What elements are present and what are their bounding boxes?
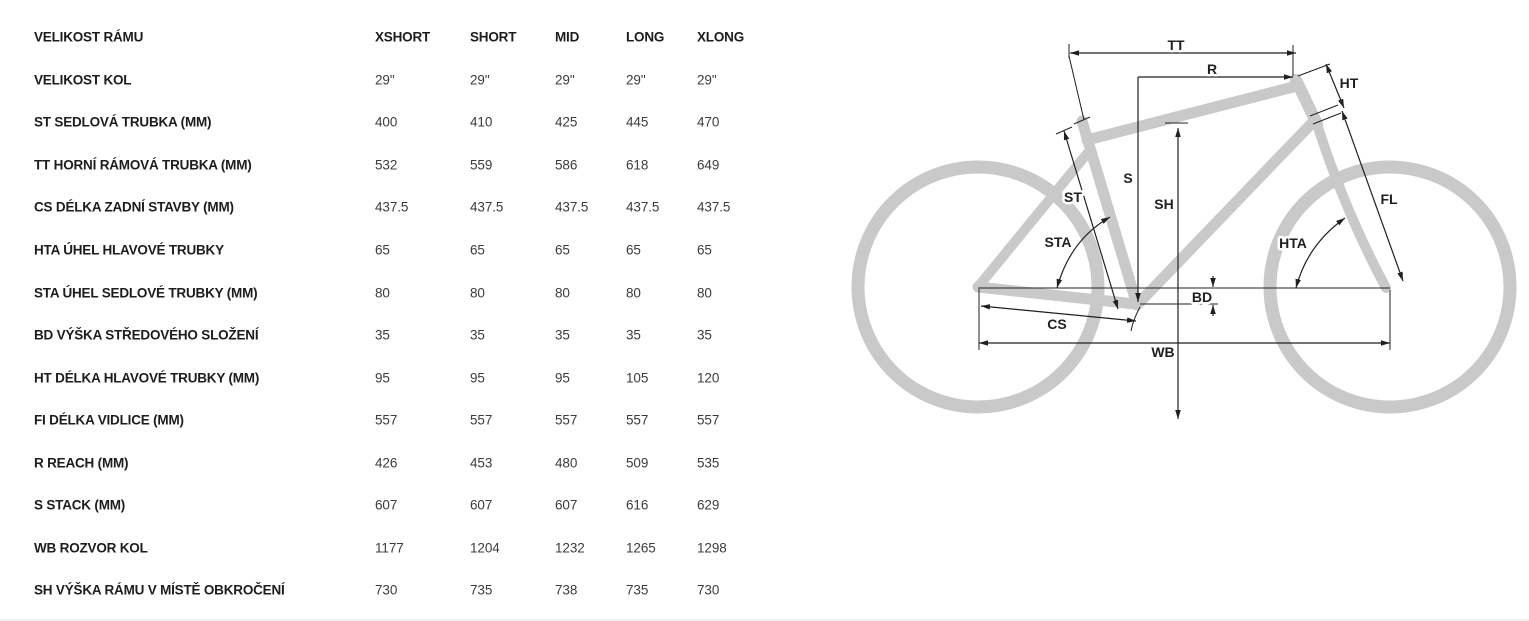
dim-label-st: ST bbox=[1064, 189, 1082, 205]
row-value-long: LONG bbox=[626, 29, 665, 45]
row-value-short: 559 bbox=[470, 157, 493, 173]
row-value-long: 65 bbox=[626, 242, 641, 258]
row-label: TT HORNÍ RÁMOVÁ TRUBKA (MM) bbox=[34, 157, 252, 173]
dim-label-sta: STA bbox=[1044, 234, 1072, 250]
row-value-short: 607 bbox=[470, 497, 493, 513]
row-value-long: 437.5 bbox=[626, 199, 660, 215]
row-value-xlong: 120 bbox=[697, 370, 720, 386]
row-value-long: 1265 bbox=[626, 540, 656, 556]
row-value-xlong: 1298 bbox=[697, 540, 727, 556]
row-value-xshort: 80 bbox=[375, 285, 390, 301]
row-value-xlong: XLONG bbox=[697, 29, 745, 45]
dim-label-s: S bbox=[1123, 170, 1133, 186]
row-value-short: 557 bbox=[470, 412, 493, 428]
row-value-mid: 557 bbox=[555, 412, 578, 428]
row-label: SH VÝŠKA RÁMU V MÍSTĚ OBKROČENÍ bbox=[34, 582, 285, 598]
dimension-lines bbox=[978, 44, 1403, 419]
row-label: R REACH (MM) bbox=[34, 455, 129, 471]
head-tube bbox=[1296, 80, 1317, 124]
row-value-xlong: 29" bbox=[697, 72, 717, 88]
row-value-long: 618 bbox=[626, 157, 649, 173]
row-label: HT DÉLKA HLAVOVÉ TRUBKY (MM) bbox=[34, 370, 260, 386]
dim-label-wb: WB bbox=[1151, 344, 1175, 360]
chain-stay-tube bbox=[978, 287, 1135, 304]
row-value-mid: MID bbox=[555, 29, 580, 45]
row-value-xshort: 35 bbox=[375, 327, 390, 343]
row-value-mid: 586 bbox=[555, 157, 578, 173]
row-value-xlong: 629 bbox=[697, 497, 720, 513]
row-value-short: 410 bbox=[470, 114, 493, 130]
row-value-mid: 80 bbox=[555, 285, 570, 301]
dim-label-bd: BD bbox=[1191, 289, 1213, 305]
row-value-long: 35 bbox=[626, 327, 641, 343]
row-value-mid: 1232 bbox=[555, 540, 585, 556]
row-label: CS DÉLKA ZADNÍ STAVBY (MM) bbox=[34, 199, 234, 215]
row-value-xlong: 35 bbox=[697, 327, 712, 343]
row-value-short: SHORT bbox=[470, 29, 517, 45]
row-value-xshort: 730 bbox=[375, 582, 398, 598]
dim-label-ht: HT bbox=[1339, 75, 1359, 91]
row-label: S STACK (MM) bbox=[34, 497, 126, 513]
row-value-xlong: 535 bbox=[697, 455, 720, 471]
row-value-long: 105 bbox=[626, 370, 649, 386]
row-value-xshort: 532 bbox=[375, 157, 398, 173]
row-value-mid: 35 bbox=[555, 327, 570, 343]
row-value-mid: 738 bbox=[555, 582, 578, 598]
dim-label-fl: FL bbox=[1380, 191, 1398, 207]
row-value-mid: 65 bbox=[555, 242, 570, 258]
row-value-xlong: 649 bbox=[697, 157, 720, 173]
row-label: STA ÚHEL SEDLOVÉ TRUBKY (MM) bbox=[34, 285, 258, 301]
row-value-mid: 480 bbox=[555, 455, 578, 471]
dim-label-r: R bbox=[1206, 61, 1218, 77]
row-value-xshort: 437.5 bbox=[375, 199, 409, 215]
row-value-mid: 95 bbox=[555, 370, 570, 386]
row-value-xlong: 557 bbox=[697, 412, 720, 428]
row-value-xlong: 437.5 bbox=[697, 199, 731, 215]
row-value-short: 735 bbox=[470, 582, 493, 598]
row-value-xshort: 426 bbox=[375, 455, 398, 471]
row-label: FI DÉLKA VIDLICE (MM) bbox=[34, 412, 184, 428]
row-value-long: 557 bbox=[626, 412, 649, 428]
bike-frame bbox=[858, 80, 1510, 407]
row-value-xlong: 65 bbox=[697, 242, 712, 258]
row-value-xshort: 557 bbox=[375, 412, 398, 428]
seat-tube bbox=[1082, 121, 1137, 305]
row-value-short: 29" bbox=[470, 72, 490, 88]
row-value-xshort: 400 bbox=[375, 114, 398, 130]
row-value-mid: 425 bbox=[555, 114, 578, 130]
row-label: VELIKOST RÁMU bbox=[34, 29, 144, 45]
row-value-xlong: 730 bbox=[697, 582, 720, 598]
row-value-long: 445 bbox=[626, 114, 649, 130]
row-label: HTA ÚHEL HLAVOVÉ TRUBKY bbox=[34, 242, 224, 258]
row-label: WB ROZVOR KOL bbox=[34, 540, 148, 556]
row-value-long: 509 bbox=[626, 455, 649, 471]
row-value-short: 80 bbox=[470, 285, 485, 301]
row-label: ST SEDLOVÁ TRUBKA (MM) bbox=[34, 114, 212, 130]
row-value-short: 437.5 bbox=[470, 199, 504, 215]
row-value-xshort: 1177 bbox=[375, 540, 404, 556]
row-value-long: 735 bbox=[626, 582, 649, 598]
row-value-short: 1204 bbox=[470, 540, 500, 556]
dim-label-tt: TT bbox=[1167, 37, 1185, 53]
row-value-long: 29" bbox=[626, 72, 646, 88]
row-value-short: 35 bbox=[470, 327, 485, 343]
row-value-xshort: 29" bbox=[375, 72, 395, 88]
row-value-long: 616 bbox=[626, 497, 649, 513]
row-value-xlong: 80 bbox=[697, 285, 712, 301]
row-label: BD VÝŠKA STŘEDOVÉHO SLOŽENÍ bbox=[34, 327, 259, 343]
row-label: VELIKOST KOL bbox=[34, 72, 132, 88]
dim-label-hta: HTA bbox=[1279, 235, 1307, 251]
row-value-long: 80 bbox=[626, 285, 641, 301]
row-value-short: 65 bbox=[470, 242, 485, 258]
row-value-xlong: 470 bbox=[697, 114, 720, 130]
row-value-mid: 607 bbox=[555, 497, 578, 513]
row-value-short: 95 bbox=[470, 370, 485, 386]
top-tube bbox=[1087, 86, 1297, 140]
row-value-mid: 29" bbox=[555, 72, 575, 88]
row-value-short: 453 bbox=[470, 455, 493, 471]
dim-label-sh: SH bbox=[1154, 196, 1174, 212]
row-value-xshort: 65 bbox=[375, 242, 390, 258]
row-value-xshort: 95 bbox=[375, 370, 390, 386]
row-value-xshort: 607 bbox=[375, 497, 398, 513]
row-value-mid: 437.5 bbox=[555, 199, 589, 215]
row-value-xshort: XSHORT bbox=[375, 29, 431, 45]
dim-label-cs: CS bbox=[1047, 316, 1067, 332]
